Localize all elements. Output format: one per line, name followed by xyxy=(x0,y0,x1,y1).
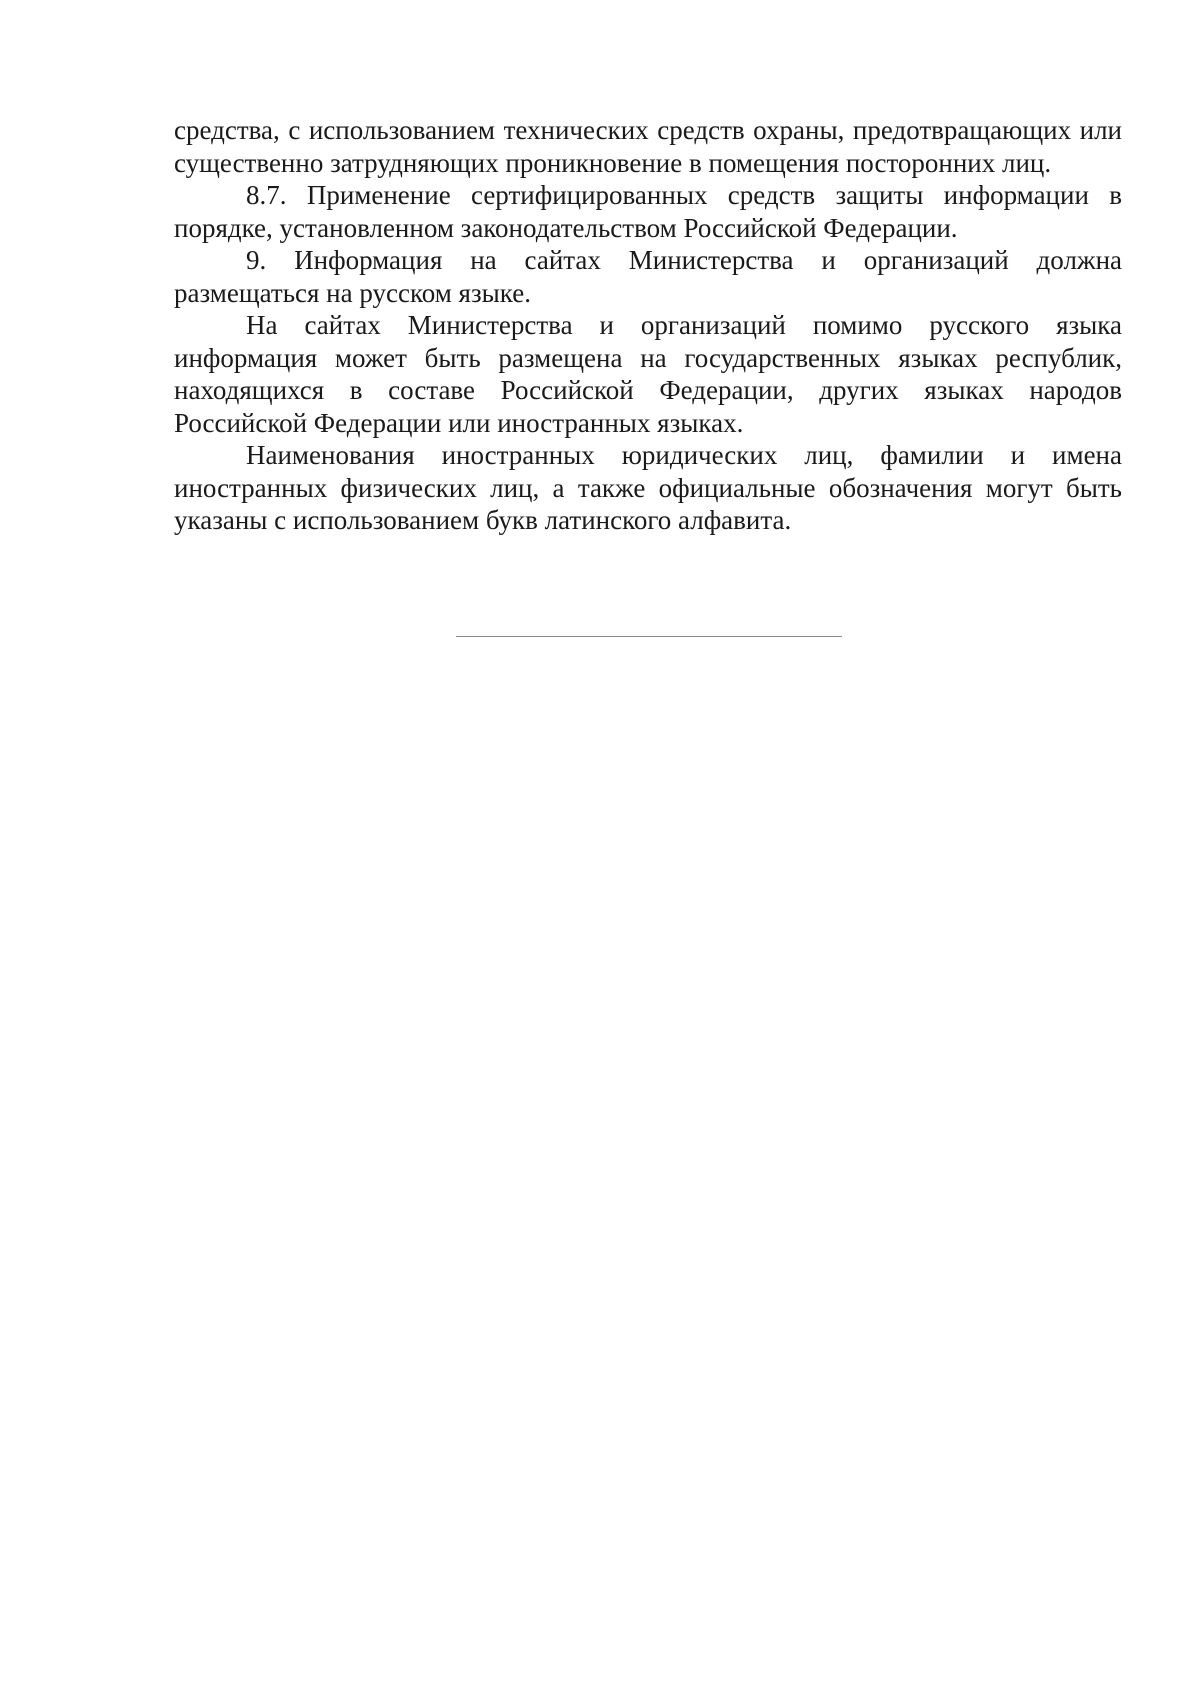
end-of-document-divider xyxy=(456,636,842,637)
paragraph-9-languages: На сайтах Министерства и организаций помимо русского языка информация может быть размещена на государственных языках республик, находящихся в составе Российской Федерации, других языках народов Российской Федерации или иностранных языках. xyxy=(174,310,1122,438)
paragraph-continuation-8-6: средства, с использованием технических средств охраны, предотвращающих или существенно затрудняющих проникновение в помещения посторонних лиц. xyxy=(174,115,1122,178)
document-body xyxy=(174,114,1122,537)
paragraph-9: 9. Информация на сайтах Министерства и организаций должна размещаться на русском языке. xyxy=(174,245,1122,308)
paragraph-9-latin-alphabet: Наименования иностранных юридических лиц, фамилии и имена иностранных физических лиц, а также официальные обозначения могут быть указаны с использованием букв латинского алфавита. xyxy=(174,440,1122,535)
paragraph-8-7: 8.7. Применение сертифицированных средств защиты информации в порядке, установленном законодательством Российской Федерации. xyxy=(174,180,1122,243)
